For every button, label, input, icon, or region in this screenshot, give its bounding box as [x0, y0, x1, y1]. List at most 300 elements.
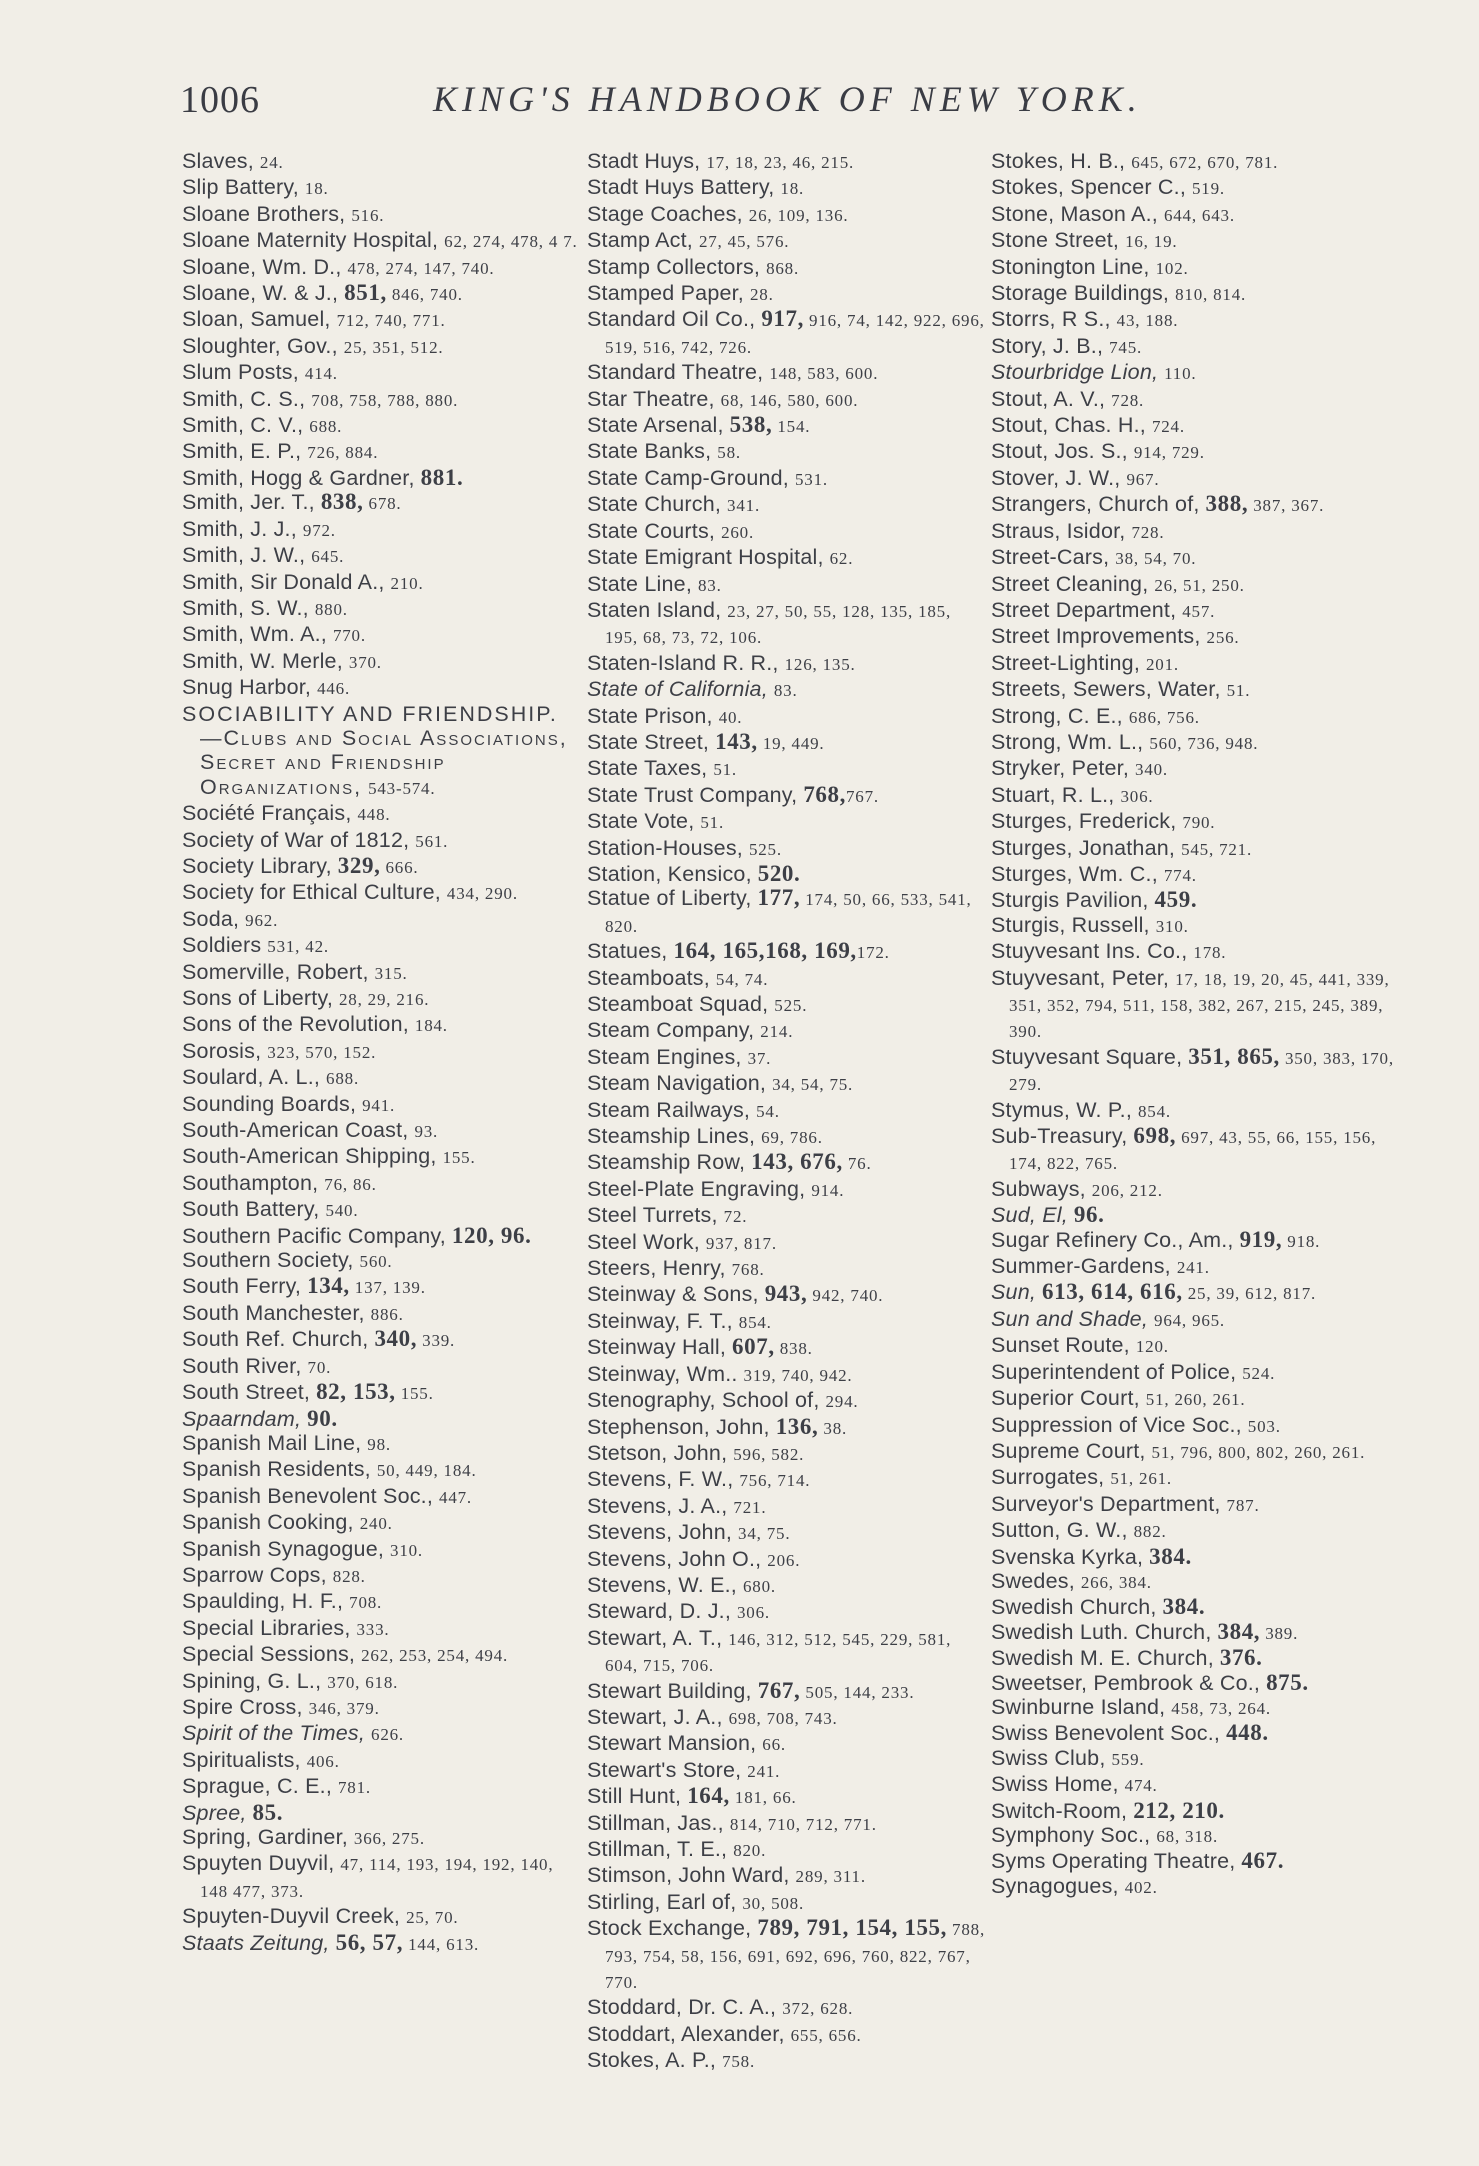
entry-heading: Smith, W. Merle, — [182, 648, 343, 673]
index-entry — [587, 1467, 987, 1493]
page-ref: 315. — [374, 963, 408, 983]
entry-heading: Sturges, Jonathan, — [991, 835, 1176, 860]
entry-heading: State Vote, — [587, 809, 695, 834]
entry-heading: Stillman, T. E., — [587, 1837, 728, 1861]
index-entry — [182, 1457, 582, 1483]
index-entry — [182, 1431, 582, 1457]
page-ref: 655, 656. — [790, 2025, 862, 2045]
entry-heading: Sun and Shade, — [991, 1306, 1149, 1331]
page-ref: 214. — [760, 1022, 794, 1042]
page-ref: 148, 583, 600. — [769, 364, 879, 384]
page-ref: 50, 449, 184. — [376, 1461, 477, 1481]
page-ref: 366, 275. — [353, 1829, 425, 1848]
index-entry — [182, 1065, 582, 1091]
entry-heading: Society Library, — [182, 853, 332, 878]
entry-heading: Star Theatre, — [587, 386, 715, 411]
page-ref: 43, 188. — [1116, 311, 1179, 331]
entry-heading: Stadt Huys Battery, — [587, 175, 775, 200]
running-title: KING'S HANDBOOK OF NEW YORK. — [433, 79, 1142, 119]
page-ref: 790. — [1182, 813, 1216, 833]
page-ref: 972. — [302, 520, 336, 540]
index-entry — [182, 228, 582, 254]
page-ref: 98. — [367, 1434, 391, 1454]
page-ref: 102. — [1155, 258, 1189, 278]
page-ref: 758. — [722, 2052, 756, 2072]
entry-heading: Street Improvements, — [991, 624, 1201, 649]
index-entry — [182, 907, 582, 933]
index-entry — [991, 730, 1401, 756]
page-ref: 838. — [774, 1339, 813, 1359]
entry-heading: South Street, — [182, 1380, 311, 1405]
entry-heading: Sparrow Cops, — [182, 1562, 327, 1587]
page-ref: 596, 582. — [733, 1444, 805, 1464]
entry-heading: Surrogates, — [991, 1465, 1105, 1490]
page-ref: 787. — [1226, 1495, 1260, 1515]
index-entry — [991, 704, 1401, 730]
index-entry — [587, 651, 987, 677]
entry-heading: Stokes, A. P., — [587, 2048, 717, 2073]
page-ref: 406. — [306, 1751, 340, 1771]
index-entry — [182, 202, 582, 228]
index-entry — [991, 756, 1401, 782]
index-entry — [991, 334, 1401, 360]
index-entry — [991, 1386, 1401, 1412]
page-ref: 178. — [1193, 943, 1227, 963]
entry-heading: Sturges, Wm. C., — [991, 861, 1158, 886]
index-entry — [991, 1823, 1401, 1849]
page-ref: 868. — [766, 258, 800, 278]
page-ref: 666. — [380, 857, 419, 877]
entry-heading: Stewart, A. T., — [587, 1625, 723, 1650]
page-ref: 51, 260, 261. — [1145, 1390, 1246, 1410]
index-entry — [587, 939, 987, 965]
entry-heading: Society of War of 1812, — [182, 827, 410, 852]
index-entry — [587, 1388, 987, 1414]
page-ref: 519. — [1192, 179, 1225, 199]
index-entry — [587, 1309, 987, 1335]
entry-heading: Stock Exchange, — [587, 1916, 752, 1941]
page-ref-bold: 384. — [1149, 1543, 1192, 1569]
index-entry — [587, 1362, 987, 1388]
index-entry — [182, 1669, 582, 1695]
index-entry — [182, 1171, 582, 1197]
page-ref: 240. — [359, 1514, 393, 1534]
index-entry — [587, 1811, 987, 1837]
index-entry — [587, 1890, 987, 1916]
index-entry — [587, 2022, 987, 2048]
index-entry — [182, 1563, 582, 1589]
entry-heading: Street-Cars, — [991, 545, 1110, 570]
page-ref: 68, 146, 580, 600. — [720, 390, 859, 410]
entry-heading: Swedes, — [991, 1568, 1075, 1593]
index-entry — [991, 572, 1401, 598]
index-entry — [587, 1494, 987, 1520]
page-ref: 914. — [811, 1180, 845, 1200]
entry-heading: State Camp-Ground, — [587, 465, 789, 490]
index-entry — [182, 281, 582, 307]
page-ref: 25, 39, 612, 817. — [1182, 1284, 1317, 1304]
entry-heading: State Taxes, — [587, 756, 708, 781]
page-ref: 206. — [767, 1550, 801, 1570]
page-ref: 346, 379. — [308, 1698, 380, 1718]
entry-heading: Sons of Liberty, — [182, 986, 333, 1010]
page-ref: 333. — [356, 1619, 390, 1639]
page-ref: 560, 736, 948. — [1149, 733, 1259, 753]
page-ref: 882. — [1133, 1522, 1167, 1542]
page-ref: 34, 75. — [738, 1524, 791, 1544]
page-ref: 788, 793, 754, 58, 156, 691, 692, 696, 760, 822, 767, 770. — [605, 1920, 985, 1993]
page-ref: 58. — [717, 443, 741, 463]
page-ref: 51, 796, 800, 802, 260, 261. — [1151, 1442, 1366, 1462]
page-ref: 387, 367. — [1248, 496, 1325, 516]
page-ref: 774. — [1163, 865, 1197, 885]
entry-heading: Sloane, W. & J., — [182, 281, 339, 306]
entry-heading: Stout, A. V., — [991, 386, 1106, 411]
page-ref-bold: 177, — [757, 885, 801, 911]
index-entry — [587, 1203, 987, 1229]
entry-heading: Sturges, Frederick, — [991, 809, 1177, 834]
index-entry — [991, 545, 1401, 571]
index-entry — [587, 1098, 987, 1124]
page-ref: 266, 384. — [1080, 1572, 1152, 1592]
page-ref: 447. — [439, 1487, 472, 1507]
index-entry — [587, 1230, 987, 1256]
page-ref: 25, 70. — [406, 1908, 459, 1928]
index-entry — [991, 228, 1401, 254]
page-ref: 516. — [351, 205, 385, 225]
index-entry — [991, 1333, 1401, 1359]
page-ref-bold: 881. — [420, 464, 464, 490]
page-ref: 942, 740. — [807, 1286, 884, 1306]
entry-heading: Storrs, R S., — [991, 307, 1111, 332]
entry-heading: South-American Shipping, — [182, 1144, 437, 1169]
index-entry — [587, 1441, 987, 1467]
entry-heading: Street-Lighting, — [991, 650, 1141, 675]
index-entry — [587, 598, 987, 651]
page-ref: 941. — [362, 1095, 396, 1115]
page-ref: 964, 965. — [1154, 1310, 1225, 1330]
entry-heading: Soda, — [182, 906, 240, 931]
entry-heading: Smith, C. S., — [182, 386, 306, 411]
entry-heading: State Church, — [587, 492, 722, 517]
entry-heading: Stokes, H. B., — [991, 149, 1126, 173]
entry-heading: South Ref. Church, — [182, 1327, 369, 1352]
index-entry — [587, 1837, 987, 1863]
page-ref: 241. — [1176, 1258, 1210, 1278]
entry-heading: State Emigrant Hospital, — [587, 545, 824, 570]
entry-heading: Slum Posts, — [182, 360, 299, 385]
page-ref: 645. — [311, 547, 345, 567]
index-entry — [991, 1772, 1401, 1798]
entry-heading: Sloughter, Gov., — [182, 333, 338, 358]
entry-heading: Strong, Wm. L., — [991, 729, 1144, 754]
index-entry — [587, 1995, 987, 2021]
index-entry — [182, 466, 582, 490]
entry-heading: Stamp Act, — [587, 228, 693, 253]
index-entry — [587, 307, 987, 360]
index-entry — [587, 1758, 987, 1784]
page-ref: 560. — [359, 1252, 393, 1272]
index-entry — [587, 545, 987, 571]
entry-heading: Steinway, Wm.. — [587, 1361, 738, 1386]
entry-heading: Society for Ethical Culture, — [182, 880, 441, 905]
page-ref: 370. — [348, 652, 382, 672]
entry-heading: Smith, J. W., — [182, 543, 306, 568]
page-ref: 38. — [818, 1418, 848, 1438]
entry-heading: Southern Society, — [182, 1248, 354, 1273]
index-entry — [182, 1197, 582, 1223]
page-ref-bold: 136, — [775, 1413, 819, 1439]
page-ref: 260. — [721, 522, 755, 542]
entry-heading: State Courts, — [587, 518, 716, 543]
index-entry — [991, 624, 1401, 650]
page-ref: 294. — [825, 1392, 859, 1412]
index-entry — [991, 913, 1401, 939]
page-ref: 174, 50, 66, 533, 541, 820. — [605, 890, 972, 936]
entry-heading: Surveyor's Department, — [991, 1491, 1221, 1516]
entry-heading: Steel Turrets, — [587, 1203, 718, 1228]
page-ref: 155. — [395, 1384, 434, 1404]
page-ref-bold: 90. — [307, 1405, 338, 1431]
index-entry — [182, 1589, 582, 1615]
page-ref: 770. — [332, 626, 366, 646]
entry-heading: Special Sessions, — [182, 1642, 356, 1667]
index-entry — [587, 1335, 987, 1361]
page-ref: 768. — [731, 1260, 765, 1280]
page-ref: 474. — [1124, 1776, 1158, 1796]
index-entry — [182, 387, 582, 413]
entry-heading: Stamp Collectors, — [587, 254, 761, 279]
entry-heading: Spree, — [182, 1800, 247, 1825]
index-entry — [182, 622, 582, 648]
index-entry — [991, 783, 1401, 809]
page-ref: 38, 54, 70. — [1115, 549, 1197, 569]
index-column-3 — [991, 149, 1401, 1900]
entry-heading: Southern Pacific Company, — [182, 1223, 446, 1248]
entry-heading: Spining, G. L., — [182, 1668, 322, 1693]
page-ref: 72. — [723, 1207, 748, 1227]
index-entry — [182, 543, 582, 569]
page-ref: 54. — [756, 1101, 780, 1121]
entry-heading: Steam Company, — [587, 1018, 755, 1043]
index-entry — [991, 1721, 1401, 1745]
entry-heading: Sons of the Revolution, — [182, 1012, 409, 1037]
entry-heading: Story, J. B., — [991, 333, 1104, 358]
entry-heading: Steamboat Squad, — [587, 992, 769, 1016]
entry-heading: Smith, Hogg & Gardner, — [182, 465, 415, 490]
entry-heading: Switch-Room, — [991, 1798, 1128, 1823]
index-entry — [587, 572, 987, 598]
index-entry — [991, 1595, 1401, 1619]
index-entry — [182, 702, 582, 802]
entry-heading: Sprague, C. E., — [182, 1774, 332, 1799]
index-entry — [587, 387, 987, 413]
page-ref: 51. — [700, 813, 725, 833]
entry-heading: Sugar Refinery Co., Am., — [991, 1227, 1234, 1252]
index-entry — [587, 2048, 987, 2074]
entry-heading: Spuyten Duyvil, — [182, 1851, 335, 1876]
index-entry — [182, 1144, 582, 1170]
page-ref: 846, 740. — [386, 285, 463, 305]
page-ref: 678. — [363, 494, 402, 514]
index-entry — [991, 1124, 1401, 1177]
index-entry — [587, 1045, 987, 1071]
entry-heading: Stone Street, — [991, 228, 1120, 253]
entry-heading: Swedish Luth. Church, — [991, 1619, 1212, 1644]
page-ref: 531, 42. — [267, 937, 329, 957]
page-ref: 698, 708, 743. — [728, 1708, 838, 1728]
entry-heading: Supreme Court, — [991, 1438, 1146, 1463]
page-ref: 201. — [1146, 654, 1179, 674]
index-entry — [587, 1256, 987, 1282]
index-entry — [587, 966, 987, 992]
index-entry — [991, 1228, 1401, 1254]
index-entry — [182, 1748, 582, 1774]
page-ref-bold: 120, 96. — [451, 1222, 532, 1248]
page-ref: 937, 817. — [705, 1233, 777, 1253]
entry-heading: Steam Navigation, — [587, 1071, 767, 1096]
page-ref: 289, 311. — [795, 1867, 866, 1887]
entry-heading: Société Français, — [182, 801, 352, 826]
index-entry — [991, 836, 1401, 862]
index-entry — [182, 675, 582, 701]
entry-heading: Spanish Synagogue, — [182, 1536, 385, 1561]
page-ref-bold: 520. — [757, 860, 801, 886]
page-ref: 69, 786. — [761, 1128, 823, 1148]
index-entry — [182, 334, 582, 360]
index-entry — [991, 1045, 1401, 1098]
entry-heading: Spanish Residents, — [182, 1457, 371, 1482]
page-ref: 262, 253, 254, 494. — [361, 1646, 509, 1666]
page-ref: 712, 740, 771. — [336, 311, 446, 331]
index-entry — [182, 1354, 582, 1380]
entry-heading: Steers, Henry, — [587, 1256, 726, 1281]
entry-heading: Straus, Isidor, — [991, 518, 1126, 543]
index-entry — [182, 960, 582, 986]
entry-heading: Superior Court, — [991, 1386, 1140, 1411]
entry-heading: Synagogues, — [991, 1873, 1119, 1898]
entry-heading: Stuart, R. L., — [991, 782, 1115, 807]
entry-heading: Statue of Liberty, — [587, 886, 752, 911]
page-ref-bold: 917, — [761, 306, 804, 332]
page-ref-bold: 384. — [1162, 1594, 1206, 1620]
entry-heading: Symphony Soc., — [991, 1823, 1151, 1847]
page-ref: 18. — [780, 179, 805, 199]
entry-heading: Still Hunt, — [587, 1784, 682, 1809]
index-entry — [991, 1671, 1401, 1695]
entry-heading: Stewart's Store, — [587, 1757, 742, 1782]
page-ref: 688. — [326, 1069, 359, 1089]
entry-heading: Standard Theatre, — [587, 360, 764, 385]
index-entry — [587, 836, 987, 862]
entry-heading: Slip Battery, — [182, 175, 299, 200]
entry-heading: Steam Railways, — [587, 1097, 751, 1122]
index-entry — [182, 1537, 582, 1563]
entry-heading: South River, — [182, 1353, 302, 1378]
page-ref-bold: 164, — [687, 1783, 730, 1809]
entry-heading: Steinway & Sons, — [587, 1282, 759, 1307]
index-entry — [182, 360, 582, 386]
index-entry — [587, 228, 987, 254]
page-ref: 323, 570, 152. — [267, 1042, 377, 1062]
index-entry — [182, 255, 582, 281]
entry-heading: Steamboats, — [587, 965, 710, 990]
page-ref: 448. — [357, 805, 391, 825]
page-ref: 680. — [742, 1576, 776, 1596]
entry-heading: South Battery, — [182, 1197, 320, 1222]
page-ref: 756, 714. — [739, 1471, 811, 1491]
page-ref: 51, 261. — [1110, 1469, 1172, 1489]
index-entry — [587, 704, 987, 730]
entry-heading: Spanish Mail Line, — [182, 1430, 362, 1455]
index-entry — [182, 1616, 582, 1642]
entry-heading: Station, Kensico, — [587, 861, 752, 886]
entry-heading: Southampton, — [182, 1170, 319, 1195]
index-entry — [587, 1573, 987, 1599]
page-ref-bold: 838, — [320, 489, 364, 515]
page-ref: 350, 383, 170, 279. — [1009, 1048, 1394, 1095]
entry-heading: Special Libraries, — [182, 1615, 351, 1640]
page-ref: 525. — [748, 839, 782, 859]
entry-heading: Smith, C. V., — [182, 413, 304, 438]
entry-heading: Stout, Chas. H., — [991, 413, 1146, 438]
entry-heading: Swinburne Island, — [991, 1694, 1166, 1719]
entry-heading: Sturgis Pavilion, — [991, 888, 1149, 913]
page-ref: 120. — [1135, 1337, 1169, 1357]
entry-heading: Stewart Building, — [587, 1678, 752, 1703]
index-entry — [587, 1626, 987, 1679]
entry-heading: Smith, E. P., — [182, 439, 302, 464]
page-ref: 241. — [747, 1761, 781, 1781]
page-ref-bold: 607, — [732, 1334, 775, 1360]
entry-heading: Stuyvesant Square, — [991, 1044, 1183, 1069]
entry-heading: Stirling, Earl of, — [587, 1889, 737, 1914]
page-ref: 478, 274, 147, 740. — [347, 258, 495, 278]
entry-heading: Somerville, Robert, — [182, 959, 369, 984]
entry-heading: Stenography, School of, — [587, 1388, 820, 1413]
index-entry — [587, 413, 987, 439]
page-ref-bold: 384, — [1217, 1618, 1261, 1644]
page-ref: 340. — [1135, 760, 1168, 780]
index-entry — [182, 828, 582, 854]
index-entry — [182, 1380, 582, 1406]
index-entry — [182, 1327, 582, 1353]
index-entry — [587, 1071, 987, 1097]
page-ref: 76, 86. — [324, 1174, 377, 1194]
index-entry — [991, 1307, 1401, 1333]
page-ref: 51. — [713, 760, 737, 780]
entry-heading: Sloan, Samuel, — [182, 307, 331, 332]
page-ref: 728. — [1131, 522, 1165, 542]
entry-heading: State Line, — [587, 571, 692, 596]
index-entry — [991, 1646, 1401, 1670]
index-entry — [587, 1599, 987, 1625]
entry-heading: Soldiers — [182, 933, 262, 958]
index-entry — [991, 1874, 1401, 1900]
page-ref: 820. — [733, 1841, 767, 1860]
page-ref: 505, 144, 233. — [800, 1682, 915, 1702]
index-entry — [991, 1492, 1401, 1518]
entry-heading: Smith, J. J., — [182, 516, 297, 541]
entry-heading: Snug Harbor, — [182, 675, 312, 700]
entry-heading: State Street, — [587, 729, 710, 754]
page-ref-bold: 698, — [1133, 1123, 1177, 1149]
entry-heading: Svenska Kyrka, — [991, 1544, 1144, 1569]
page-ref: 70. — [307, 1357, 332, 1377]
page-ref: 543-574. — [368, 778, 436, 798]
entry-heading: Stymus, W. P., — [991, 1097, 1132, 1122]
entry-heading: Swedish M. E. Church, — [991, 1646, 1214, 1671]
